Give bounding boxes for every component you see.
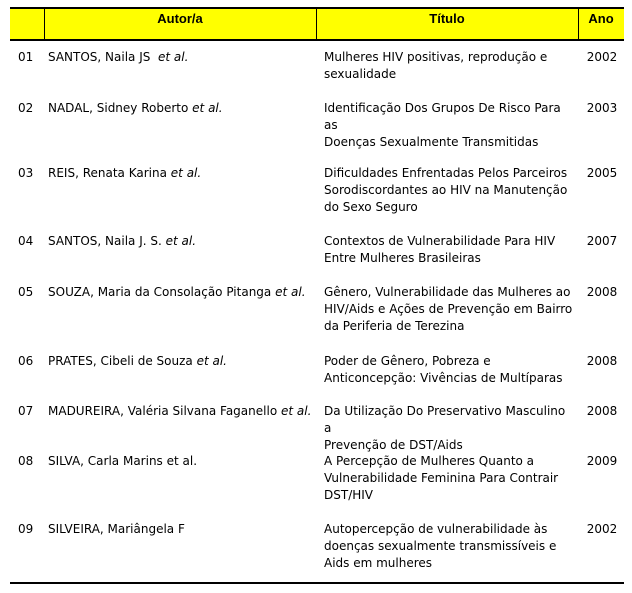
row-autor: SILVA, Carla Marins et al. (48, 454, 198, 468)
row-autor: SILVEIRA, Mariângela F (48, 522, 185, 536)
row-etal: et al. (196, 354, 227, 368)
row-autor: NADAL, Sidney Roberto et al. (48, 101, 223, 115)
row-number: 09 (18, 522, 34, 536)
header-divider (578, 9, 579, 39)
row-autor: SANTOS, Naila J. S. et al. (48, 234, 197, 248)
row-titulo: Gênero, Vulnerabilidade das Mulheres ao HIV/Aids e Ações de Prevenção em Bairro da Periferia de Terezina (324, 285, 573, 333)
row-ano: 2008 (586, 354, 618, 368)
row-etal: et al. (170, 166, 202, 180)
references-table (10, 7, 624, 570)
row-number: 08 (18, 454, 34, 468)
row-titulo: Contextos de Vulnerabilidade Para HIV Entre Mulheres Brasileiras (324, 234, 556, 265)
row-autor: MADUREIRA, Valéria Silvana Faganello et al. (48, 404, 312, 418)
row-ano: 2009 (586, 454, 618, 468)
row-autor: PRATES, Cibeli de Souza et al. (48, 354, 227, 368)
header-autor: Autor/a (157, 11, 203, 26)
table-header (10, 7, 624, 41)
row-number: 02 (18, 101, 34, 115)
row-number: 07 (18, 404, 34, 418)
row-ano: 2007 (586, 234, 618, 248)
row-titulo: Identificação Dos Grupos De Risco Para as Doenças Sexualmente Transmitidas (324, 101, 561, 149)
header-divider (316, 9, 317, 39)
row-autor: SANTOS, Naila JS et al. (48, 50, 189, 64)
row-ano: 2002 (586, 50, 618, 64)
header-ano: Ano (588, 11, 614, 26)
row-etal: et al. (280, 404, 312, 418)
row-number: 04 (18, 234, 34, 248)
row-etal: et al. (192, 101, 223, 115)
row-etal: et al. (165, 234, 197, 248)
row-titulo: Da Utilização Do Preservativo Masculino a Prevenção de DST/Aids (324, 404, 566, 452)
row-ano: 2008 (586, 285, 618, 299)
row-titulo: Dificuldades Enfrentadas Pelos Parceiros Sorodiscordantes ao HIV na Manutenção do Sexo Seguro (324, 166, 568, 214)
row-etal: et al. (158, 50, 189, 64)
row-number: 05 (18, 285, 34, 299)
row-ano: 2002 (586, 522, 618, 536)
row-number: 06 (18, 354, 34, 368)
row-ano: 2008 (586, 404, 618, 418)
row-number: 01 (18, 50, 34, 64)
row-titulo: Mulheres HIV positivas, reprodução e sexualidade (324, 50, 548, 81)
row-ano: 2003 (586, 101, 618, 115)
header-titulo: Título (429, 11, 465, 26)
row-titulo: Poder de Gênero, Pobreza e Anticoncepção: Vivências de Multíparas (324, 354, 563, 385)
row-ano: 2005 (586, 166, 618, 180)
header-number (10, 9, 44, 39)
row-number: 03 (18, 166, 34, 180)
table-bottom-rule (10, 582, 624, 584)
row-titulo: A Percepção de Mulheres Quanto a Vulnerabilidade Feminina Para Contrair DST/HIV (324, 454, 559, 502)
row-etal: et al. (275, 285, 306, 299)
row-autor: REIS, Renata Karina et al. (48, 166, 202, 180)
row-titulo: Autopercepção de vulnerabilidade às doenças sexualmente transmissíveis e Aids em mulheres (324, 522, 557, 570)
header-divider (44, 9, 45, 39)
row-autor: SOUZA, Maria da Consolação Pitanga et al. (48, 285, 306, 299)
